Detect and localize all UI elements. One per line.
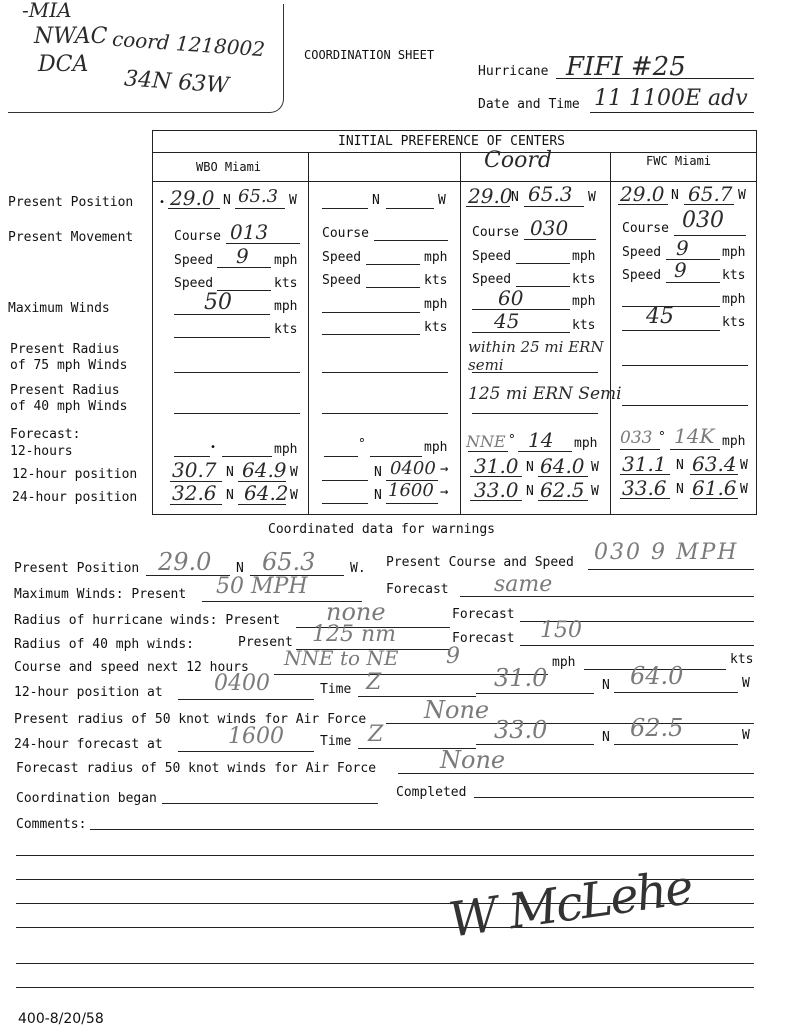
wbo-course-label: Course <box>174 229 221 244</box>
row-label-radius75-a: Present Radius <box>10 342 120 357</box>
coord-p12-lon: 64.0 <box>540 454 585 478</box>
fwc-speed-kts-line <box>666 282 720 283</box>
fwc-course-label: Course <box>622 221 669 236</box>
wbo-course: 013 <box>230 220 269 244</box>
blank-lat-line <box>322 208 368 209</box>
blank-speed-mph-line <box>366 264 420 265</box>
wbo-speed-mph: 9 <box>236 244 249 268</box>
header-note-position: 34N 63W <box>123 66 230 99</box>
coord-fc-speed: 14 <box>528 428 554 452</box>
fwc-fc-speed: 14K <box>674 424 715 448</box>
coordinated-title: Coordinated data for warnings <box>268 522 495 537</box>
fwc-p12-lat: 31.1 <box>622 452 667 476</box>
began-label: Coordination began <box>16 791 157 806</box>
row-label-present-movement: Present Movement <box>8 230 134 245</box>
pos12-lat-line <box>476 693 594 694</box>
wbo-p24-lat: 32.6 <box>172 481 217 505</box>
fc24-n-unit: N <box>602 730 610 745</box>
max-winds-value: 50 MPH <box>216 574 308 599</box>
row-label-12-hours: 12-hours <box>10 444 73 459</box>
fc24-lon: 62.5 <box>630 714 684 742</box>
pos12-time-label: Time <box>320 682 352 697</box>
row-label-maximum-winds: Maximum Winds <box>8 301 110 316</box>
fwc-wind-kts-unit: kts <box>722 315 746 330</box>
coord-lat: 29.0 <box>468 184 513 208</box>
blank-lon-line <box>386 208 434 209</box>
blank-mph-unit: mph <box>424 250 448 265</box>
table-bottom-border <box>152 514 756 515</box>
wbo-fc-speed-line <box>222 456 272 457</box>
datetime-value: 11 1100E adv <box>594 86 748 111</box>
header-note-mia: -MIA <box>22 0 72 22</box>
col-divider-1 <box>308 152 309 515</box>
pos12-w-unit: W <box>742 676 750 691</box>
r50-label: Present radius of 50 knot winds for Air Force <box>14 712 367 727</box>
present-lon: 65.3 <box>262 548 316 576</box>
fwc-mph-unit: mph <box>722 245 746 260</box>
course-next-mph-unit: mph <box>552 655 576 670</box>
table-top-border <box>152 130 756 131</box>
wbo-speed-kts-label: Speed <box>174 276 214 291</box>
blank-wind-mph-unit: mph <box>424 297 448 312</box>
pos12-time-line <box>178 699 314 700</box>
coord-speed-kts-line <box>516 286 570 287</box>
wbo-wind-mph-unit: mph <box>274 299 298 314</box>
fwc-fc-dir-line <box>620 449 660 450</box>
fwc-wind-kts: 45 <box>646 304 674 329</box>
fwc-r75-line <box>622 365 748 366</box>
row-label-radius40-b: of 40 mph Winds <box>10 399 128 414</box>
coord-fc-mph-unit: mph <box>574 436 598 451</box>
wbo-p12-n-unit: N <box>226 465 234 480</box>
pos12-label: 12-hour position at <box>14 685 163 700</box>
wbo-speed-mph-label: Speed <box>174 253 214 268</box>
fwc-fc-dir: 033 <box>620 428 653 448</box>
coord-fc-dir: NNE <box>466 432 506 451</box>
coord-mph-unit: mph <box>572 249 596 264</box>
course-next-kts-unit: kts <box>730 652 754 667</box>
wbo-p12-lon: 64.9 <box>242 458 287 482</box>
coord-p24-w-unit: W <box>591 484 599 499</box>
fc24-time-label: Time <box>320 734 352 749</box>
blank-n-unit: N <box>372 193 380 208</box>
r50-value: None <box>424 696 490 724</box>
coord-r75: within 25 mi ERN semi <box>468 338 604 374</box>
blank-p24-arrow: → <box>440 484 449 500</box>
pos12-lat: 31.0 <box>494 664 548 692</box>
table-header-border <box>152 152 756 153</box>
coord-course: 030 <box>530 216 569 240</box>
present-w-unit: W. <box>350 561 366 576</box>
completed-label: Completed <box>396 785 467 800</box>
coord-kts-unit: kts <box>572 272 596 287</box>
column-header-coord: Coord <box>484 148 552 173</box>
hurricane-label: Hurricane <box>478 64 549 79</box>
fwc-speed-kts: 9 <box>674 258 687 282</box>
fwc-p12-w-unit: W <box>740 458 748 473</box>
coord-p12-w-unit: W <box>591 460 599 475</box>
datetime-underline <box>590 112 754 113</box>
completed-line <box>474 797 754 798</box>
coord-w-unit: W <box>588 190 596 205</box>
signature: W McLehe <box>445 859 695 949</box>
fwc-wind-kts-line <box>622 330 720 331</box>
blank-fc-deg: ° <box>358 437 366 452</box>
radius40-value: 125 nm <box>312 622 397 647</box>
fc24-lat: 33.0 <box>494 716 548 744</box>
blank-course-label: Course <box>322 226 369 241</box>
coord-fc-deg: ° <box>508 433 516 448</box>
wbo-wind-kts-line <box>174 337 270 338</box>
header-note-coord: coord 1218002 <box>111 26 266 62</box>
fwc-r40-line <box>622 405 748 406</box>
blank-fc-speed-line <box>370 456 422 457</box>
fwc-p24-w-unit: W <box>740 482 748 497</box>
blank-r40-line <box>322 413 448 414</box>
blank-fc-dir-line <box>324 456 358 457</box>
fc24-zone: Z <box>368 722 384 747</box>
wbo-wind-mph: 50 <box>204 290 232 315</box>
coord-p24-n-unit: N <box>526 484 534 499</box>
comments-line-1 <box>90 829 754 830</box>
coord-wind-kts-line <box>472 332 570 333</box>
wbo-p24-lon: 64.2 <box>244 481 289 505</box>
comments-label: Comments: <box>16 817 87 832</box>
table-title: INITIAL PREFERENCE OF CENTERS <box>338 134 565 149</box>
fwc-p12-lon: 63.4 <box>692 452 737 476</box>
wbo-fc-mph-unit: mph <box>274 442 298 457</box>
fr50-label: Forecast radius of 50 knot winds for Air Force <box>16 761 377 776</box>
course-speed-line <box>588 569 754 570</box>
radius40-forecast-label: Forecast <box>452 631 515 646</box>
course-speed-label: Present Course and Speed <box>386 555 574 570</box>
wbo-wind-kts-unit: kts <box>274 322 298 337</box>
coord-lon: 65.3 <box>528 182 573 206</box>
row-label-forecast: Forecast: <box>10 427 81 442</box>
wbo-r40-line <box>174 413 300 414</box>
col-divider-2 <box>460 152 461 515</box>
blank-p12-n-unit: N <box>374 465 382 480</box>
present-n-unit: N <box>236 561 244 576</box>
fwc-speed-mph-label: Speed <box>622 245 662 260</box>
blank-wind-mph-line <box>322 312 420 313</box>
hurr-radius-label: Radius of hurricane winds: Present <box>14 613 281 628</box>
blank-p24-time: 1600 <box>388 480 434 501</box>
max-winds-forecast: same <box>494 572 553 597</box>
pos12-lon: 64.0 <box>630 662 684 690</box>
fwc-w-unit: W <box>738 188 746 203</box>
coord-speed-mph-label: Speed <box>472 249 512 264</box>
page-title: COORDINATION SHEET <box>304 48 435 62</box>
radius40-forecast-line <box>520 645 754 646</box>
coord-wind-mph-unit: mph <box>572 294 596 309</box>
blank-p12-lat-line <box>322 480 368 481</box>
blank-fc-mph-unit: mph <box>424 440 448 455</box>
blank-speed-mph-label: Speed <box>322 250 362 265</box>
coord-lon-line <box>524 206 584 207</box>
blank-p12-arrow: → <box>440 461 449 477</box>
wbo-r75-line <box>174 372 300 373</box>
coord-wind-kts: 45 <box>494 309 520 333</box>
blank-speed-kts-line <box>366 287 420 288</box>
coord-r75-line <box>472 372 598 373</box>
coord-speed-kts-label: Speed <box>472 272 512 287</box>
blank-wind-kts-unit: kts <box>424 320 448 335</box>
pos12-lon-line <box>614 692 738 693</box>
wbo-dot: • <box>159 197 166 208</box>
blank-p24-lat-line <box>322 503 368 504</box>
fwc-p12-n-unit: N <box>676 458 684 473</box>
table-right-border <box>756 130 757 515</box>
fwc-speed-mph: 9 <box>676 236 689 260</box>
row-label-radius40-a: Present Radius <box>10 383 120 398</box>
blank-speed-kts-label: Speed <box>322 273 362 288</box>
table-left-border <box>152 130 153 515</box>
hurricane-value: FIFI #25 <box>566 52 686 82</box>
pos12-time: 0400 <box>214 671 270 696</box>
wbo-p24-n-unit: N <box>226 488 234 503</box>
wbo-lat: 29.0 <box>170 186 215 210</box>
wbo-mph-unit: mph <box>274 253 298 268</box>
row-label-present-position: Present Position <box>8 195 134 210</box>
form-number: 400-8/20/58 <box>18 1011 104 1027</box>
fwc-n-unit: N <box>671 188 679 203</box>
wbo-lon-line <box>235 208 285 209</box>
comments-line-6 <box>16 963 754 964</box>
wbo-fc-dir-line <box>174 456 210 457</box>
fwc-lon: 65.7 <box>688 182 733 206</box>
radius40-present-label: Present <box>238 635 293 650</box>
pos12-n-unit: N <box>602 678 610 693</box>
wbo-lon: 65.3 <box>238 186 279 207</box>
header-note-nwac: NWAC <box>34 24 108 49</box>
blank-p24-time-line <box>386 503 438 504</box>
began-line <box>162 803 378 804</box>
fc24-lon-line <box>614 744 738 745</box>
wbo-w-unit: W <box>289 193 297 208</box>
coord-fc-dir-line <box>468 451 508 452</box>
fwc-wind-mph-unit: mph <box>722 292 746 307</box>
blank-r75-line <box>322 372 448 373</box>
wbo-p24-w-unit: W <box>290 488 298 503</box>
fwc-fc-speed-line <box>670 449 720 450</box>
col-divider-3 <box>610 152 611 515</box>
wbo-fc-dot: • <box>210 442 217 453</box>
coord-n-unit: N <box>511 190 519 205</box>
max-winds-label: Maximum Winds: Present <box>14 587 187 602</box>
header-note-dca: DCA <box>38 52 89 77</box>
coord-speed-mph-line <box>516 263 570 264</box>
course-next-label: Course and speed next 12 hours <box>14 660 249 675</box>
fwc-p24-n-unit: N <box>676 482 684 497</box>
coord-r40: 125 mi ERN Semi <box>468 384 622 404</box>
present-lat: 29.0 <box>158 548 212 576</box>
wbo-p12-w-unit: W <box>290 465 298 480</box>
wbo-kts-unit: kts <box>274 276 298 291</box>
course-next-speed: 9 <box>446 644 460 669</box>
fc24-time-line <box>178 751 314 752</box>
fwc-lat: 29.0 <box>620 182 665 206</box>
wbo-n-unit: N <box>223 193 231 208</box>
table-colhead-border <box>152 181 756 182</box>
hurr-radius-forecast-label: Forecast <box>452 607 515 622</box>
fwc-course: 030 <box>682 208 724 233</box>
present-position-label: Present Position <box>14 561 140 576</box>
hurr-radius-value: none <box>326 598 386 626</box>
fwc-p24-lat: 33.6 <box>622 476 667 500</box>
fr50-value: None <box>440 746 506 774</box>
coord-wind-kts-unit: kts <box>572 318 596 333</box>
fwc-fc-mph-unit: mph <box>722 434 746 449</box>
column-header-fwc: FWC Miami <box>646 154 712 168</box>
course-speed-value: 030 9 MPH <box>594 540 739 565</box>
max-winds-forecast-label: Forecast <box>386 582 449 597</box>
row-label-12-hour-position: 12-hour position <box>12 467 138 482</box>
blank-kts-unit: kts <box>424 273 448 288</box>
fwc-kts-unit: kts <box>722 268 746 283</box>
datetime-label: Date and Time <box>478 97 580 112</box>
coord-p24-lat: 33.0 <box>474 478 519 502</box>
coord-p12-n-unit: N <box>526 460 534 475</box>
coord-wind-mph: 60 <box>498 286 524 310</box>
coord-p24-lon: 62.5 <box>540 478 585 502</box>
pos12-zone: Z <box>366 670 382 695</box>
column-header-wbo: WBO Miami <box>196 160 262 174</box>
coord-p12-lat: 31.0 <box>474 454 519 478</box>
radius40-label: Radius of 40 mph winds: <box>14 637 195 652</box>
fc24-w-unit: W <box>742 728 750 743</box>
fc24-label: 24-hour forecast at <box>14 737 163 752</box>
row-label-radius75-b: of 75 mph Winds <box>10 358 128 373</box>
course-next-dir: NNE to NE <box>284 646 399 670</box>
comments-line-2 <box>16 855 754 856</box>
fwc-speed-kts-label: Speed <box>622 268 662 283</box>
blank-w-unit: W <box>438 193 446 208</box>
comments-line-5 <box>16 927 754 928</box>
fwc-p24-lon: 61.6 <box>692 476 737 500</box>
blank-p24-n-unit: N <box>374 488 382 503</box>
row-label-24-hour-position: 24-hour position <box>12 490 138 505</box>
radius40-forecast: 150 <box>540 618 582 643</box>
blank-wind-kts-line <box>322 334 420 335</box>
coord-course-label: Course <box>472 225 519 240</box>
fc24-time: 1600 <box>228 724 284 749</box>
blank-course-line <box>374 240 448 241</box>
coord-r40-line <box>472 413 598 414</box>
fc24-lat-line <box>476 744 594 745</box>
fwc-fc-deg: ° <box>658 430 666 445</box>
comments-line-7 <box>16 987 754 988</box>
wbo-p12-lat: 30.7 <box>172 458 217 482</box>
blank-p12-time: 0400 <box>390 458 436 479</box>
